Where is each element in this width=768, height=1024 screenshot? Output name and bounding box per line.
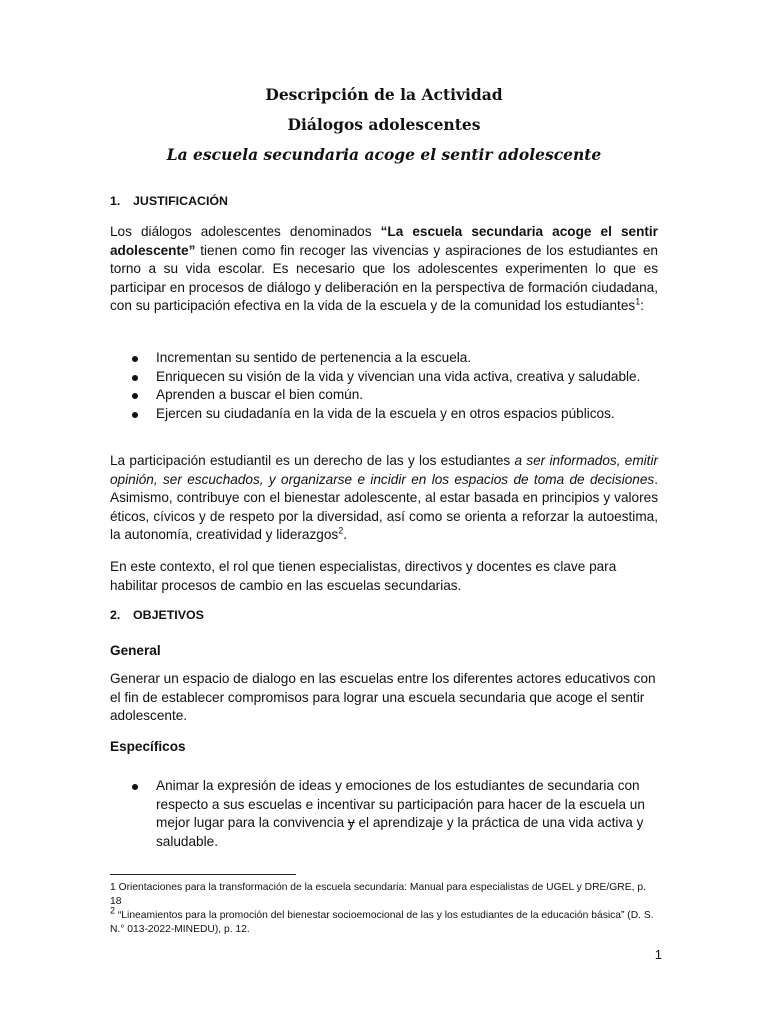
- intro-rest: tienen como fin recoger las vivencias y aspiraciones de los estudiantes en torno a su vida escolar. Es necesario que los adolescentes experimenten lo que es participar en procesos de diálogo y deliberación en la perspectiva de formación ciudadana, con su participación efectiva en la vida de la escuela y de la comunidad los estudiantes: [110, 242, 658, 314]
- intro-end: :: [640, 298, 644, 314]
- section-2-heading: [110, 607, 204, 623]
- list-item: [110, 349, 658, 368]
- specific-bullet-end: el aprendizaje y la práctica de una vida activa y saludable.: [156, 815, 644, 849]
- footnote-2: [110, 905, 660, 936]
- section-2-title: OBJETIVOS: [133, 608, 204, 622]
- bullet-icon: [132, 393, 138, 399]
- section-1-number: 1.: [110, 194, 121, 208]
- specific-bullet-start: Animar la expresión de ideas y emociones de los estudiantes de secundaria con respecto a sus escuelas e incentivar su participación para hacer de la escuela un mejor lugar para la convivencia: [156, 778, 645, 831]
- footnote-1: 1 Orientaciones para la transformación de la escuela secundaria: Manual para especialistas de UGEL y DRE/GRE, p. 18: [110, 882, 646, 907]
- document-title: Descripción de la Actividad: [265, 85, 503, 104]
- footnotes: [110, 881, 660, 937]
- justification-paragraph: [110, 223, 658, 316]
- specific-heading: Específicos: [110, 739, 186, 754]
- bullet-icon: [132, 784, 138, 790]
- general-heading: General: [110, 643, 161, 658]
- participation-paragraph: [110, 452, 658, 545]
- list-item-text: Incrementan su sentido de pertenencia a la escuela.: [156, 350, 472, 365]
- footnote-2-text: “Lineamientos para la promoción del bienestar socioemocional de las y los estudiantes de la educación básica” (D. S. N.° 013-2022-MINEDU), p. 12.: [110, 910, 654, 935]
- bullet-icon: [132, 356, 138, 362]
- para2-italic: a ser informados, emitir opinión, ser escuchados, y organizarse e incidir en los espacios de toma de decisiones: [110, 453, 659, 487]
- general-objective-text: Generar un espacio de dialogo en las escuelas entre los diferentes actores educativos con el fin de establecer compromisos para lograr una escuela secundaria que acoge el sentir adolescente.: [110, 671, 656, 724]
- list-item-text: Ejercen su ciudadanía en la vida de la escuela y en otros espacios públicos.: [156, 405, 615, 421]
- footnote-ref-2: 2: [338, 525, 344, 536]
- document-tagline: La escuela secundaria acoge el sentir adolescente: [166, 145, 602, 164]
- specific-objectives-list: [110, 777, 658, 851]
- list-item: [110, 386, 658, 405]
- list-item: [110, 368, 658, 387]
- page-number: 1: [654, 947, 662, 962]
- list-item: [110, 405, 658, 424]
- struck-text: y: [347, 815, 355, 831]
- para2-end: .: [343, 527, 347, 543]
- para2-rest: . Asimismo, contribuye con el bienestar adolescente, al estar basada en principios y valores éticos, cívicos y de respeto por la diversidad, así como se orienta a reforzar la autoestima, la autonomía, creatividad y liderazgos: [110, 471, 658, 543]
- intro-start: Los diálogos adolescentes denominados: [110, 224, 381, 239]
- list-item-text: Enriquecen su visión de la vida y vivencian una vida activa, creativa y saludable.: [156, 368, 641, 384]
- section-1-title: JUSTIFICACIÓN: [133, 194, 228, 208]
- section-1-heading: [110, 193, 228, 209]
- activity-name-bold: “La escuela secundaria acoge el sentir adolescente”: [110, 224, 658, 258]
- list-item: [110, 777, 658, 851]
- list-item-text: Aprenden a buscar el bien común.: [156, 387, 364, 403]
- bullet-icon: [132, 412, 138, 418]
- title-block: [0, 84, 768, 174]
- footnote-2-mark: 2: [110, 905, 116, 916]
- footnote-ref-1: 1: [635, 296, 641, 307]
- bullet-icon: [132, 375, 138, 381]
- document-subtitle: Diálogos adolescentes: [287, 115, 481, 134]
- context-paragraph: En este contexto, el rol que tienen especialistas, directivos y docentes es clave para habilitar procesos de cambio en las escuelas secundarias.: [110, 559, 617, 593]
- section-2-number: 2.: [110, 608, 121, 622]
- footnote-divider: [110, 874, 296, 875]
- benefits-list: [110, 349, 658, 423]
- para2-start: La participación estudiantil es un derecho de las y los estudiantes: [110, 453, 515, 468]
